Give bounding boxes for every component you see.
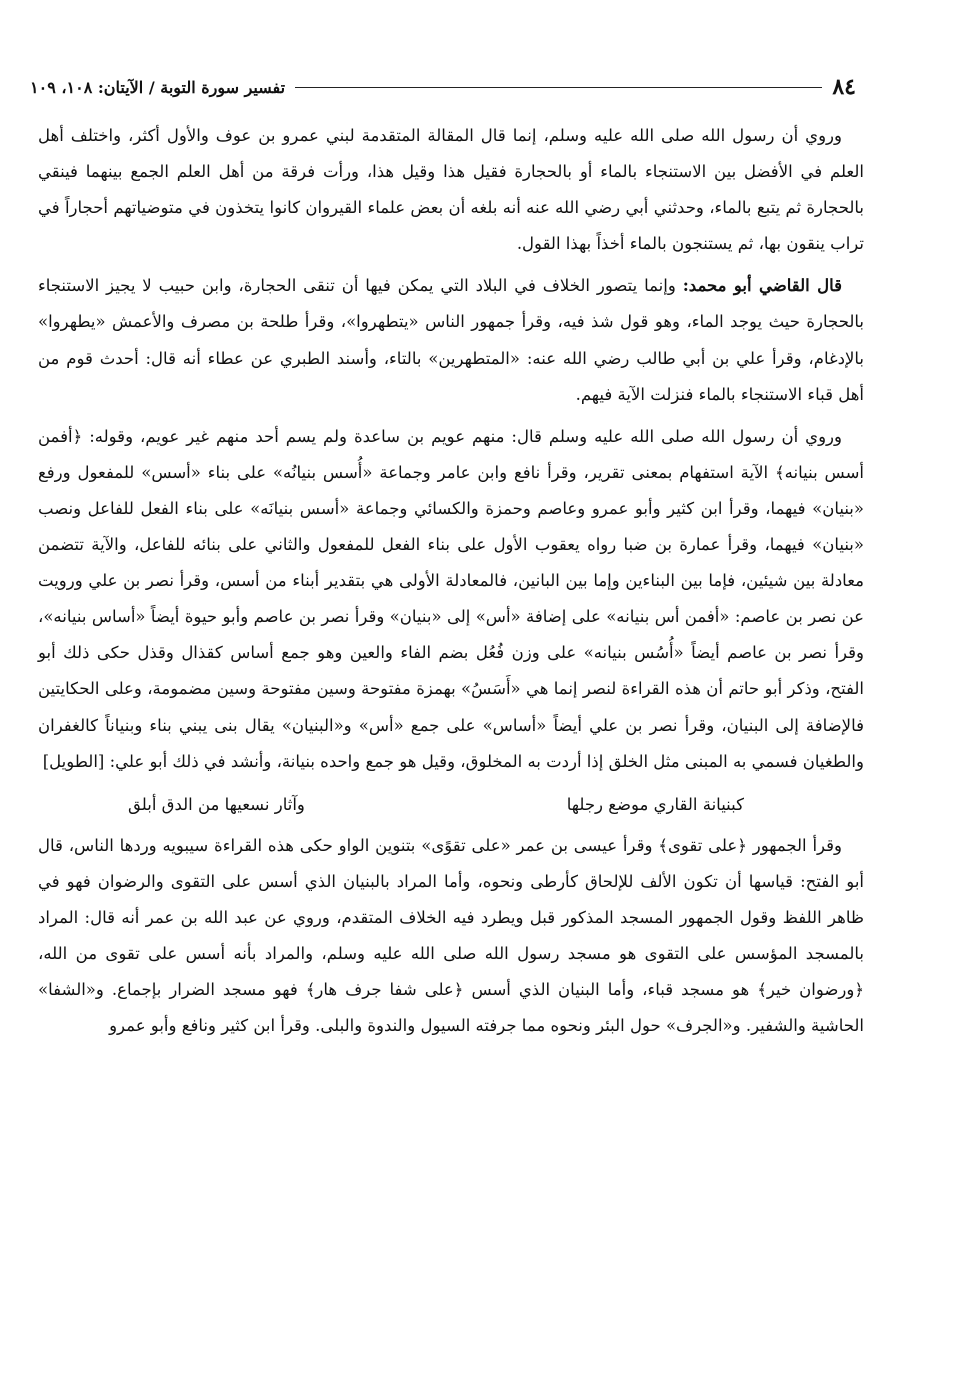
paragraph-4 bbox=[38, 828, 864, 1045]
header-rule bbox=[295, 87, 822, 88]
paragraph-text: وروي أن رسول الله صلى الله عليه وسلم، إنما قال المقالة المتقدمة لبني عمرو بن عوف والأول أكثر، واختلف أهل العلم في الأفضل بين الاستنجاء بالماء أو بالحجارة فقيل هذا وقيل هذا، ورأت فرقة من أهل العلم الجمع بينهما فينقي بالحجارة ثم يتبع بالماء، وحدثني أبي رضي الله عنه أنه بلغه أن بعض علماء القيروان كانوا يتخذون في متوضياتهم أحجاراً في تراب ينقون بها، ثم يستنجون بالماء أخذاً بهذا القول. bbox=[38, 126, 864, 254]
verse-right-hemistich: كبنيانة القاري موضع رجلها bbox=[566, 794, 744, 814]
paragraph-text: وقرأ الجمهور ﴿على تقوى﴾ وقرأ عيسى بن عمر «على تقوًى» بتنوين الواو حكى هذه القراءة سيبويه وردها الناس، قال أبو الفتح: قياسها أن تكون الألف للإلحاق كأرطى ونحوه، وأما المراد بالبنيان الذي أسس على التقوى والرضوان فهو في ظاهر اللفظ وقول الجمهور المسجد المذكور قبل ويطرد فيه الخلاف المتقدم، وروي عن عبد الله بن عمر أنه قال: المراد بالمسجد المؤسس على التقوى هو مسجد رسول الله صلى الله عليه وسلم، والمراد بأنه أسس على تقوى من الله، ﴿ورضوان خير﴾ هو مسجد قباء، وأما البنيان الذي أسس ﴿على شفا جرف هار﴾ فهو مسجد الضرار بإجماع. و«الشفا» الحاشية والشفير. و«الجرف» حول البئر ونحوه مما جرفته السيول والندوة والبلى. وقرأ ابن كثير ونافع وأبو عمرو bbox=[38, 835, 864, 1036]
page-body bbox=[38, 118, 864, 1044]
running-title: تفسير سورة التوبة / الآيتان: ١٠٨، ١٠٩ bbox=[30, 77, 286, 97]
paragraph-3 bbox=[38, 419, 864, 780]
page-number: ٨٤ bbox=[832, 74, 856, 100]
paragraph-text: وروي أن رسول الله صلى الله عليه وسلم قال: منهم عويم بن ساعدة ولم يسم أحد منهم غير عويم، وقوله: ﴿أفمن أسس بنيانه﴾ الآية استفهام بمعنى تقرير، وقرأ نافع وابن عامر وجماعة «أُسس بنيانُه» على بناء «أسس» للمفعول ورفع «بنيان» فيهما، وقرأ ابن كثير وأبو عمرو وعاصم وحمزة والكسائي وجماعة «أسس بنيانَه» على بناء الفعل للفاعل ونصب «بنيان» فيهما، وقرأ عمارة بن ضبا رواه يعقوب الأول على بناء الفعل للمفعول والثاني على بنائه للفاعل، والآية تتضمن معادلة بين شيئين، فإما بين البناءين وإما بين البانين، فالمعادلة الأولى هي بتقدير أبناء من أسس، وقرأ نصر بن علي ورويت عن نصر بن عاصم: «أفمن أس بنيانه» على إضافة «أس» إلى «بنيان» وقرأ نصر بن عاصم وأبو حيوة أيضاً «أساس بنيانه»، وقرأ نصر بن عاصم أيضاً «أُسُس بنيانه» على وزن فُعُل بضم الفاء والعين وهو جمع أساس كقذال وقذل حكى ذلك أبو الفتح، وذكر أبو حاتم أن هذه القراءة لنصر إنما هي «أَسَسُ» بهمزة مفتوحة وسين مفتوحة وسين مضمومة، وعلى الحكايتين فالإضافة إلى البنيان، وقرأ نصر بن علي أيضاً «أساس» على جمع «أس» و«البنيان» يقال بنى يبني بناء وبنياناً كالغفران والطغيان فسمي به المبنى مثل الخلق إذا أردت به المخلوق، وقيل هو جمع واحده بنيانة، وأنشد في ذلك أبو علي: [الطويل] bbox=[38, 426, 865, 771]
verse-left-hemistich: وآثار نسعيها من الدق أبلق bbox=[128, 794, 305, 814]
paragraph-2 bbox=[38, 268, 864, 412]
poetry-verse bbox=[38, 790, 864, 820]
paragraph-text: وإنما يتصور الخلاف في البلاد التي يمكن فيها أن تنقى الحجارة، وابن حبيب لا يجيز الاستنجاء بالحجارة حيث يوجد الماء، وهو قول شذ فيه، وقرأ جمهور الناس «يتطهروا»، وقرأ طلحة بن مصرف والأعمش «يطهروا» بالإدغام، وقرأ علي بن أبي طالب رضي الله عنه: «المتطهرين» بالتاء، وأسند الطبري عن عطاء أنه قال: أحدث قوم من أهل قباء الاستنجاء بالماء فنزلت الآية فيهم. bbox=[38, 276, 864, 404]
paragraph-lead: قال القاضي أبو محمد: bbox=[682, 276, 842, 296]
page-header bbox=[30, 72, 856, 102]
paragraph-1 bbox=[38, 118, 864, 262]
